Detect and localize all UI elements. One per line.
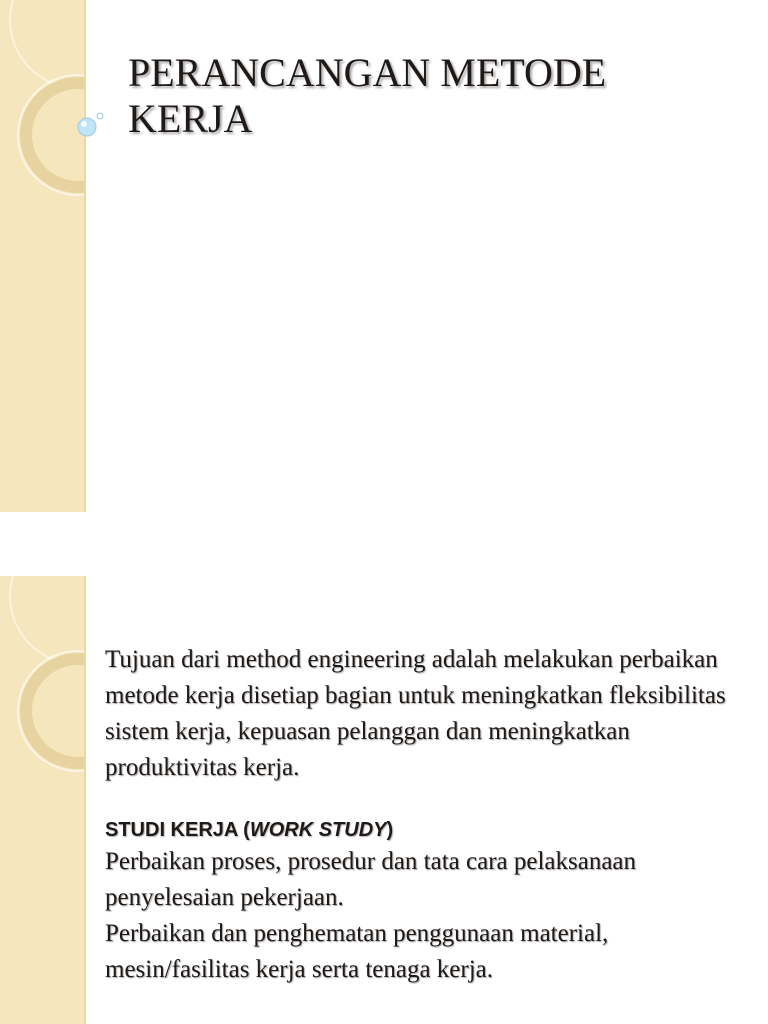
heading-italic: WORK STUDY — [249, 819, 387, 841]
point-1: Perbaikan proses, prosedur dan tata cara pelaksanaan penyelesaian pekerjaan. — [105, 848, 637, 911]
decorative-strip — [0, 0, 84, 512]
section-heading — [105, 816, 393, 844]
bubble-icon — [74, 112, 104, 142]
decorative-rings — [0, 0, 84, 512]
heading-suffix: ) — [386, 819, 394, 841]
slide-title-text: PERANCANGAN METODE KERJA — [128, 50, 607, 141]
slide-content — [0, 576, 768, 1024]
point-2: Perbaikan dan penghematan penggunaan material, mesin/fasilitas kerja serta tenaga kerja. — [105, 920, 609, 983]
decorative-rings — [0, 576, 84, 1024]
slide-gap — [0, 512, 768, 576]
intro-paragraph: Tujuan dari method engineering adalah melakukan perbaikan metode kerja disetiap bagian untuk meningkatkan fleksibilitas sistem kerja, kepuasan pelanggan dan meningkatkan produktivitas kerja. — [105, 646, 726, 781]
heading-prefix: STUDI KERJA ( — [105, 819, 250, 841]
work-study-points — [105, 844, 755, 988]
decorative-strip — [0, 576, 84, 1024]
strip-edge — [84, 0, 86, 512]
strip-edge — [84, 576, 86, 1024]
